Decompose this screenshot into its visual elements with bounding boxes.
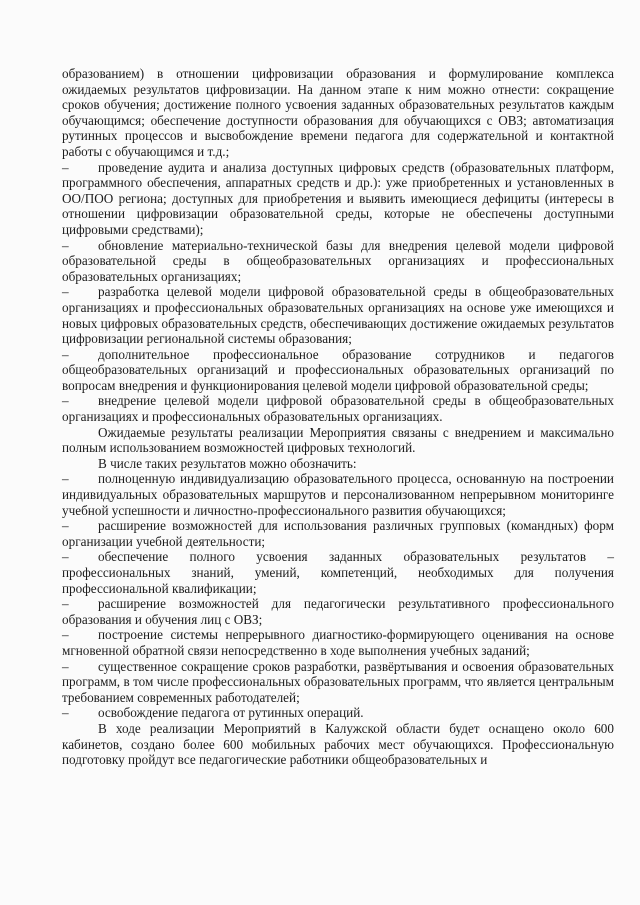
dash-marker: –: [62, 237, 69, 253]
list-item: [62, 705, 614, 721]
list-item: [62, 596, 614, 627]
dash-marker: –: [62, 658, 69, 674]
list-item-text: разработка целевой модели цифровой образовательной среды в общеобразовательных организациях и профессиональных образовательных организациях на основе уже имеющихся и новых цифровых образовательных средств, обеспечивающих достижение ожидаемых результатов цифровизации региональной системы образования;: [62, 284, 614, 347]
dash-marker: –: [62, 471, 69, 487]
list-item-text: обеспечение полного усвоения заданных образовательных результатов – профессиональных знаний, умений, компетенций, необходимых для получения профессиональной квалификации;: [62, 549, 614, 596]
list-item-text: построение системы непрерывного диагностико-формирующего оценивания на основе мгновенной обратной связи непосредственно в ходе выполнения учебных заданий;: [62, 627, 614, 658]
list-item-text: освобождение педагога от рутинных операций.: [98, 705, 364, 721]
list-item: [62, 393, 614, 424]
paragraph-expected-results: Ожидаемые результаты реализации Мероприятия связаны с внедрением и максимально полным использованием возможностей цифровых технологий.: [62, 424, 614, 456]
list-item-text: расширение возможностей для педагогически результативного профессионального образования и обучения лиц с ОВЗ;: [62, 596, 614, 627]
paragraph-kaluga: В ходе реализации Мероприятий в Калужской области будет оснащено около 600 кабинетов, создано более 600 мобильных рабочих мест обучающихся. Профессиональную подготовку пройдут все педагогические работники общеобразовательных и: [62, 720, 614, 768]
list-item: [62, 284, 614, 346]
list-item: [62, 627, 614, 658]
dash-marker: –: [62, 705, 69, 721]
list-item-text: проведение аудита и анализа доступных цифровых средств (образовательных платформ, программного обеспечения, аппаратных средств и др.): уже приобретенных и установленных в ОО/ПОО региона; доступных для приобретения и выявить имеющиеся дефициты (интересы в отношении цифровизации образовательной среды, которые не обеспечены доступными цифровыми средствами);: [62, 159, 614, 237]
dash-marker: –: [62, 346, 69, 362]
paragraph-intro: образованием) в отношении цифровизации образования и формулирование комплекса ожидаемых результатов цифровизации. На данном этапе к ним можно отнести: сокращение сроков обучения; достижение полного усвоения заданных образовательных результатов каждым обучающимся; обеспечение доступности образования для обучающихся с ОВЗ; автоматизация рутинных процессов и высвобождение времени педагога для содержательной и контактной работы с обучающимся и т.д.;: [62, 66, 614, 159]
list-item: [62, 160, 614, 238]
paragraph-results-intro: В числе таких результатов можно обозначить:: [98, 455, 357, 471]
dash-marker: –: [62, 159, 69, 175]
list-item: [62, 659, 614, 706]
list-item: [62, 471, 614, 518]
list-item-text: дополнительное профессиональное образование сотрудников и педагогов общеобразовательных организаций и профессиональных образовательных организаций по вопросам внедрения и функционирования целевой модели цифровой образовательной среды;: [62, 346, 614, 393]
list-item-text: расширение возможностей для использования различных групповых (командных) форм организации учебной деятельности;: [62, 518, 614, 549]
list-item-text: внедрение целевой модели цифровой образовательной среды в общеобразовательных организациях и профессиональных образовательных организациях.: [62, 393, 614, 425]
list-item-text: обновление материально-технической базы для внедрения целевой модели цифровой образовательной среды в общеобразовательных организациях и профессиональных образовательных организациях;: [62, 237, 614, 284]
list-item: [62, 518, 614, 549]
dash-marker: –: [62, 549, 69, 565]
list-item: [62, 549, 614, 596]
document-body: [62, 66, 614, 768]
list-item: [62, 238, 614, 285]
list-item-text: существенное сокращение сроков разработки, развёртывания и освоения образовательных программ, в том числе профессиональных образовательных программ, что является центральным требованием современных работодателей;: [62, 658, 614, 705]
dash-marker: –: [62, 627, 69, 643]
dash-marker: –: [62, 284, 69, 300]
dash-marker: –: [62, 393, 69, 409]
list-item-text: полноценную индивидуализацию образовательного процесса, основанную на построении индивидуальных образовательных маршрутов и персонализованном непрерывном мониторинге учебной успешности и личностно-профессионального развития обучающихся;: [62, 471, 614, 518]
dash-marker: –: [62, 518, 69, 534]
dash-marker: –: [62, 596, 69, 612]
list-item: [62, 347, 614, 394]
